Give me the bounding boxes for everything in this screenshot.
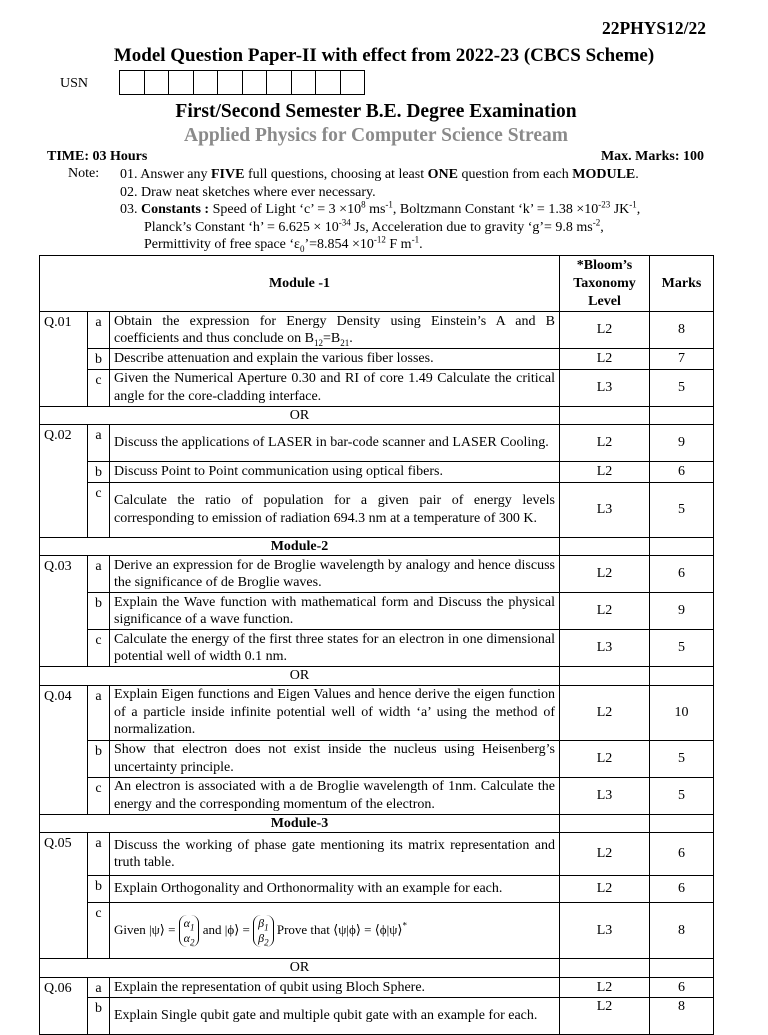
instruction-3-cont: Planck’s Constant ‘h’ = $6.625 \times 10^{-34}$ Js, Acceleration due to gravity ‘g’= 9.8 $ms^{-2}$, <box>144 216 604 235</box>
module-3-heading: Module-3 <box>40 814 560 833</box>
question-number: Q.03 <box>40 556 88 667</box>
table-row <box>40 777 714 814</box>
table-row <box>40 977 714 998</box>
blooms-level: L3 <box>560 777 650 814</box>
module-row <box>40 537 714 556</box>
or-row <box>40 406 714 425</box>
subject-code: 22PHYS12/22 <box>601 18 706 38</box>
paper-title: Model Question Paper-II with effect from 2022-23 (CBCS Scheme) <box>113 45 655 66</box>
table-row <box>40 833 714 876</box>
table-row <box>40 593 714 630</box>
part-letter: a <box>88 977 110 998</box>
marks: 10 <box>650 685 714 740</box>
part-letter: a <box>88 425 110 462</box>
usn-digit-box <box>194 70 219 95</box>
module-1-heading: Module -1 <box>40 256 560 312</box>
or-separator: OR <box>40 406 560 425</box>
question-text: Explain the Wave function with mathematical form and Discuss the physical significance of a wave function. <box>110 593 560 630</box>
marks: 9 <box>650 425 714 462</box>
blooms-level: L3 <box>560 482 650 537</box>
marks: 8 <box>650 903 714 959</box>
blooms-level: L3 <box>560 630 650 667</box>
usn-digit-box <box>316 70 341 95</box>
part-letter: a <box>88 556 110 593</box>
marks: 5 <box>650 630 714 667</box>
question-text: Explain Single qubit gate and multiple qubit gate with an example for each. <box>110 998 560 1035</box>
marks: 6 <box>650 833 714 876</box>
table-row <box>40 998 714 1035</box>
table-row <box>40 462 714 483</box>
question-number: Q.06 <box>40 977 88 1035</box>
question-text: Discuss the working of phase gate mentioning its matrix representation and truth table. <box>110 833 560 876</box>
marks: 5 <box>650 777 714 814</box>
time-allowed: TIME: 03 Hours <box>47 149 148 164</box>
table-row <box>40 685 714 740</box>
part-letter: b <box>88 998 110 1035</box>
marks: 5 <box>650 369 714 406</box>
phi-column-vector: $\beta_1$ $\beta_2$ <box>253 915 273 947</box>
or-separator: OR <box>40 959 560 978</box>
note-label: Note: <box>68 166 100 181</box>
blooms-level: L2 <box>560 462 650 483</box>
marks: 6 <box>650 977 714 998</box>
marks: 5 <box>650 482 714 537</box>
marks: 6 <box>650 876 714 903</box>
marks: 5 <box>650 740 714 777</box>
blooms-header: *Bloom’s Taxonomy Level <box>560 256 650 312</box>
table-row <box>40 349 714 370</box>
blooms-level: L2 <box>560 312 650 349</box>
blooms-level: L2 <box>560 685 650 740</box>
question-number: Q.02 <box>40 425 88 538</box>
blooms-level: L2 <box>560 876 650 903</box>
table-row <box>40 903 714 959</box>
question-text: Show that electron does not exist inside the nucleus using Heisenberg’s uncertainty principle. <box>110 740 560 777</box>
blooms-level: L2 <box>560 349 650 370</box>
table-row <box>40 312 714 349</box>
question-table <box>39 255 714 1035</box>
table-row <box>40 369 714 406</box>
blooms-level: L2 <box>560 556 650 593</box>
blooms-level: L2 <box>560 998 650 1035</box>
table-row <box>40 425 714 462</box>
or-row <box>40 667 714 686</box>
part-letter: c <box>88 630 110 667</box>
psi-column-vector: $\alpha_1$ $\alpha_2$ <box>179 915 200 947</box>
usn-digit-box <box>169 70 194 95</box>
question-text: Discuss Point to Point communication using optical fibers. <box>110 462 560 483</box>
blooms-level: L2 <box>560 425 650 462</box>
marks: 6 <box>650 556 714 593</box>
part-letter: c <box>88 903 110 959</box>
part-letter: c <box>88 369 110 406</box>
blooms-level: L3 <box>560 903 650 959</box>
usn-digit-box <box>218 70 243 95</box>
marks: 7 <box>650 349 714 370</box>
max-marks: Max. Marks: 100 <box>600 149 704 164</box>
part-letter: b <box>88 462 110 483</box>
blooms-level: L2 <box>560 740 650 777</box>
blooms-level: L2 <box>560 977 650 998</box>
question-text: Given |ψ⟩ = $\alpha_1$ $\alpha_2$ and |ϕ⟩ = $\beta_1$ $\beta_2$ Prove that ⟨ψ|ϕ⟩ = ⟨ϕ|ψ⟩* <box>110 903 560 959</box>
part-letter: c <box>88 777 110 814</box>
table-header-row <box>40 256 714 312</box>
table-row <box>40 876 714 903</box>
question-text: Derive an expression for de Broglie wavelength by analogy and hence discuss the significance of de Broglie waves. <box>110 556 560 593</box>
subject-title: Applied Physics for Computer Science Stream <box>183 125 569 146</box>
question-number: Q.05 <box>40 833 88 959</box>
or-row <box>40 959 714 978</box>
part-letter: b <box>88 593 110 630</box>
question-number: Q.04 <box>40 685 88 814</box>
question-text: Discuss the applications of LASER in bar-code scanner and LASER Cooling. <box>110 425 560 462</box>
usn-digit-box <box>145 70 170 95</box>
usn-digit-box <box>120 70 145 95</box>
usn-digit-box <box>341 70 366 95</box>
exam-title: First/Second Semester B.E. Degree Examination <box>175 101 577 122</box>
or-separator: OR <box>40 667 560 686</box>
part-letter: a <box>88 833 110 876</box>
table-row <box>40 740 714 777</box>
question-text: Given the Numerical Aperture 0.30 and RI of core 1.49 Calculate the critical angle for the core-cladding interface. <box>110 369 560 406</box>
part-letter: b <box>88 740 110 777</box>
module-row <box>40 814 714 833</box>
question-text: Explain Eigen functions and Eigen Values and hence derive the eigen function of a particle inside infinite potential well of width ‘a’ using the method of normalization. <box>110 685 560 740</box>
question-text: Explain Orthogonality and Orthonormality with an example for each. <box>110 876 560 903</box>
marks: 9 <box>650 593 714 630</box>
question-text: Obtain the expression for Energy Density using Einstein’s A and B coefficients and thus conclude on $B_{12}=B_{21}$. <box>110 312 560 349</box>
question-number: Q.01 <box>40 312 88 407</box>
question-text: An electron is associated with a de Broglie wavelength of 1nm. Calculate the energy and the corresponding momentum of the electron. <box>110 777 560 814</box>
part-letter: a <box>88 685 110 740</box>
marks: 6 <box>650 462 714 483</box>
marks-header: Marks <box>650 256 714 312</box>
part-letter: a <box>88 312 110 349</box>
instruction-3: 03. Constants : Speed of Light ‘c’ = $3 \times 10^8$ $ms^{-1}$, Boltzmann Constant ‘k’ = $1.38 \times 10^{-23}$ $JK^{-1}$, <box>120 199 641 217</box>
table-row <box>40 556 714 593</box>
question-text: Explain the representation of qubit using Bloch Sphere. <box>110 977 560 998</box>
instruction-1: 01. Answer any FIVE full questions, choosing at least ONE question from each MODULE. <box>120 167 639 182</box>
usn-digit-box <box>243 70 268 95</box>
table-row <box>40 482 714 537</box>
marks: 8 <box>650 312 714 349</box>
marks: 8 <box>650 998 714 1035</box>
question-text: Describe attenuation and explain the various fiber losses. <box>110 349 560 370</box>
part-letter: c <box>88 482 110 537</box>
question-text: Calculate the energy of the first three states for an electron in one dimensional potential well of width 0.1 nm. <box>110 630 560 667</box>
part-letter: b <box>88 349 110 370</box>
usn-boxes <box>119 70 365 95</box>
instruction-3-cont2: Permittivity of free space ‘$\varepsilon_0’=8.854 \times 10^{-12}$ F $m^{-1}$. <box>144 234 423 254</box>
usn-label: USN <box>60 76 89 91</box>
blooms-level: L2 <box>560 833 650 876</box>
blooms-level: L3 <box>560 369 650 406</box>
instruction-2: 02. Draw neat sketches where ever necessary. <box>120 184 376 200</box>
blooms-level: L2 <box>560 593 650 630</box>
usn-digit-box <box>292 70 317 95</box>
usn-digit-box <box>267 70 292 95</box>
question-text: Calculate the ratio of population for a given pair of energy levels corresponding to emission of radiation 694.3 nm at a temperature of 300 K. <box>110 482 560 537</box>
module-2-heading: Module-2 <box>40 537 560 556</box>
part-letter: b <box>88 876 110 903</box>
instructions <box>120 166 720 254</box>
table-row <box>40 630 714 667</box>
